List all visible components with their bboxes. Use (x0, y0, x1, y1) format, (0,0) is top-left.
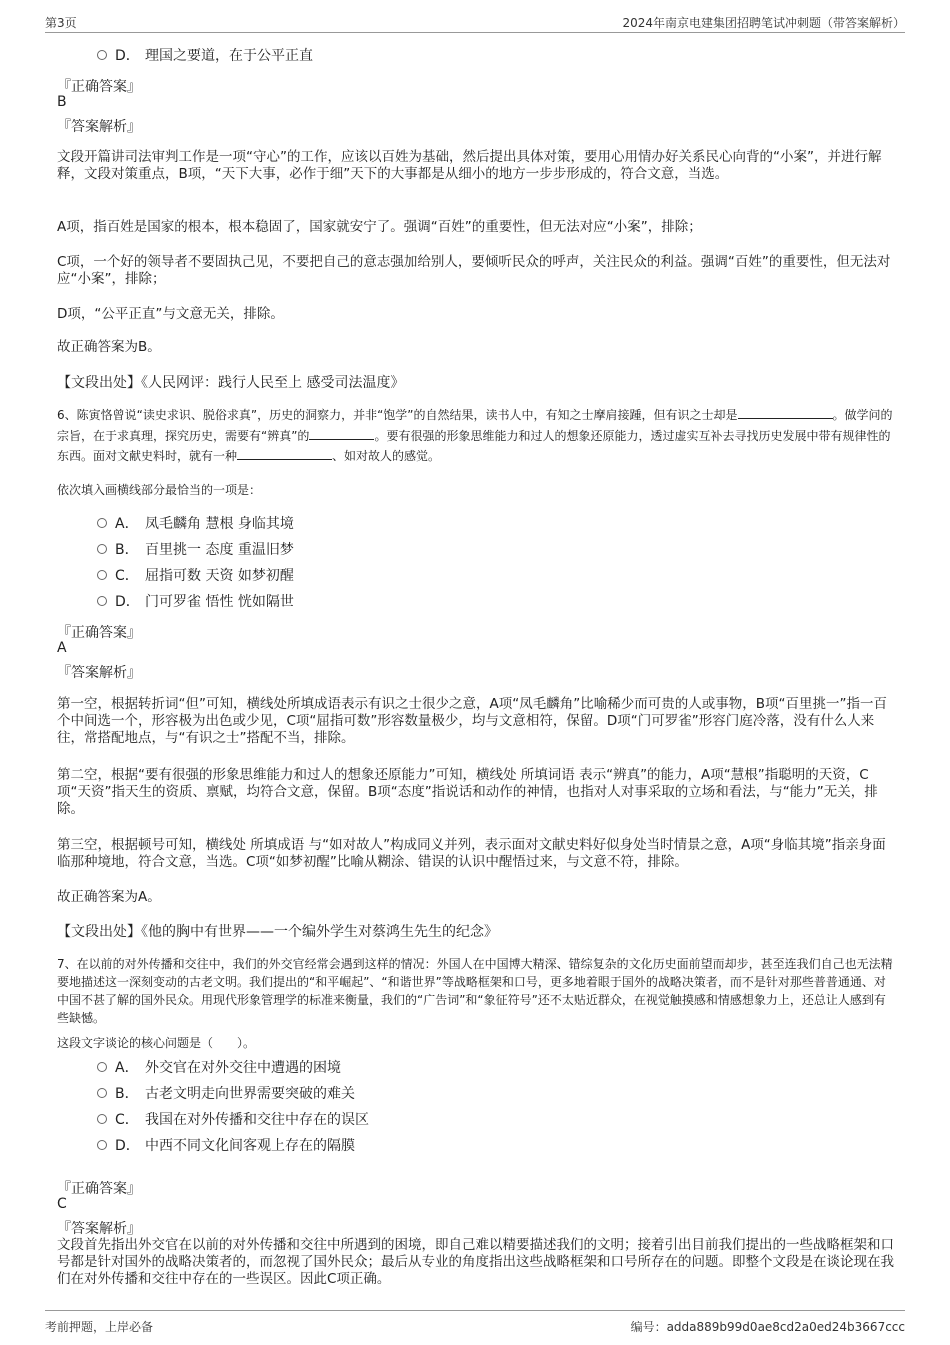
q7-option-b[interactable]: B． 古老文明走向世界需要突破的难关 (97, 1084, 355, 1104)
q6-analysis-label: 『答案解析』 (57, 665, 141, 681)
q7-prompt: 这段文字谈论的核心问题是（ ）。 (57, 1036, 256, 1050)
q7-option-a[interactable]: A． 外交官在对外交往中遭遇的困境 (97, 1058, 341, 1078)
q5-answer-label: 『正确答案』 (57, 79, 141, 95)
q5-analysis-para1: 文段开篇讲司法审判工作是一项“守心”的工作，应该以百姓为基础，然后提出具体对策，要用心用情办好关系民心向背的“小案”，并进行解释，文段对策重点，B项，“天下大事，必作于细”天下的大事都是从细小的地方一步步形成的，符合文意，当选。 (57, 149, 882, 182)
radio-icon[interactable] (97, 544, 107, 554)
radio-icon[interactable] (97, 570, 107, 580)
radio-icon[interactable] (97, 596, 107, 606)
q6-source: 【文段出处】《他的胸中有世界——一个编外学生对蔡鸿生先生的纪念》 (57, 924, 498, 940)
radio-icon[interactable] (97, 1114, 107, 1124)
q6-stem: 6、陈寅恪曾说“读史求识、脱俗求真”，历史的洞察力，并非“饱学”的自然结果，读书人中，有知之士摩肩接踵，但有识之士却是 。做学问的宗旨，在于求真理，探究历史，需要有“辨真”的 。要有很强的形象思维能力和过人的想象还原能力，透过虚实互补去寻找历史发展中带有规律性的东西。面对文献史料时，就有一种 、如对故人的感觉。 (57, 408, 893, 463)
radio-icon[interactable] (97, 518, 107, 528)
q7-answer-label: 『正确答案』 (57, 1181, 141, 1197)
page-header (45, 8, 905, 33)
blank-2 (309, 429, 374, 440)
q5-analysis-para2: A项，指百姓是国家的根本，根本稳固了，国家就安宁了。强调“百姓”的重要性，但无法对应“小案”，排除； (57, 219, 702, 235)
q6-analysis-para2: 第二空，根据“要有很强的形象思维能力和过人的想象还原能力”可知，横线处 所填词语 表示“辨真”的能力，A项“慧根”指聪明的天资，C项“天资”指天生的资质、禀赋，均符合文意，保留。B项“态度”指说话和动作的神情，也指对人对事采取的立场和看法，与“能力”无关，排除。 (57, 767, 878, 817)
q7-option-d[interactable]: D． 中西不同文化间客观上存在的隔膜 (97, 1136, 355, 1156)
q5-source: 【文段出处】《人民网评：践行人民至上 感受司法温度》 (57, 375, 405, 391)
q6-answer: A (57, 640, 67, 656)
blank-3 (237, 449, 332, 460)
q5-answer: B (57, 94, 67, 110)
q5-conclusion: 故正确答案为B。 (57, 339, 161, 355)
q6-prompt: 依次填入画横线部分最恰当的一项是： (57, 483, 262, 497)
q6-option-a[interactable]: A． 凤毛麟角 慧根 身临其境 (97, 514, 294, 534)
radio-icon[interactable] (97, 50, 107, 60)
q5-analysis-para4: D项，“公平正直”与文意无关，排除。 (57, 306, 284, 322)
document-title: 2024年南京电建集团招聘笔试冲刺题（带答案解析） (622, 16, 905, 30)
footer-slogan: 考前押题，上岸必备 (45, 1320, 154, 1334)
q5-option-d[interactable]: D． 理国之要道，在于公平正直 (97, 46, 313, 66)
blank-1 (738, 408, 833, 419)
q7-analysis: 文段首先指出外交官在以前的对外传播和交往中所遇到的困境，即自己难以精要描述我们的文明；接着引出目前我们提出的一些战略框架和口号都是针对国外的战略决策者的，而忽视了国外民众；最后从专业的角度指出这些战略框架和口号所存在的问题。即整个文段是在谈论现在我们在对外传播和交往中存在的一些误区。因此C项正确。 (57, 1237, 894, 1287)
q6-option-b[interactable]: B． 百里挑一 态度 重温旧梦 (97, 540, 294, 560)
page-footer (45, 1310, 905, 1341)
page-number: 第3页 (45, 16, 77, 30)
q5-analysis-para3: C项，一个好的领导者不要固执己见，不要把自己的意志强加给别人，要倾听民众的呼声，关注民众的利益。强调“百姓”的重要性，但无法对应“小案”，排除； (57, 254, 891, 287)
radio-icon[interactable] (97, 1088, 107, 1098)
radio-icon[interactable] (97, 1140, 107, 1150)
footer-serial-number: 编号：adda889b99d0ae8cd2a0ed24b3667ccc (630, 1320, 905, 1334)
q5-analysis-label: 『答案解析』 (57, 119, 141, 135)
q6-analysis-para3: 第三空，根据顿号可知，横线处 所填成语 与“如对故人”构成同义并列，表示面对文献史料好似身处当时情景之意，A项“身临其境”指亲身面临那种境地，符合文意，当选。C项“如梦初醒”比喻从糊涂、错误的认识中醒悟过来，与文意不符，排除。 (57, 837, 886, 870)
q6-analysis-para1: 第一空，根据转折词“但”可知，横线处所填成语表示有识之士很少之意，A项“凤毛麟角”比喻稀少而可贵的人或事物，B项“百里挑一”指一百个中间选一个，形容极为出色或少见，C项“屈指可数”形容数量极少，均与文意相符，保留。D项“门可罗雀”形容门庭冷落，没有什么人来往，常搭配地点，与“有识之士”搭配不当，排除。 (57, 696, 887, 746)
q7-stem: 7、在以前的对外传播和交往中，我们的外交官经常会遇到这样的情况：外国人在中国博大精深、错综复杂的文化历史面前望而却步，甚至连我们自己也无法精要地描述这一深刻变动的古老文明。我们提出的“和平崛起”、“和谐世界”等战略框架和口号，更多地着眼于国外的战略决策者，而不是针对那些普普通通、对中国不甚了解的国外民众。用现代形象管理学的标准来衡量，我们的“广告词”和“象征符号”还不太贴近群众，在视觉触摸感和情感想象力上，还总让人感到有些缺憾。 (57, 957, 893, 1025)
q6-conclusion: 故正确答案为A。 (57, 889, 161, 905)
radio-icon[interactable] (97, 1062, 107, 1072)
q7-option-c[interactable]: C． 我国在对外传播和交往中存在的误区 (97, 1110, 369, 1130)
q6-option-d[interactable]: D． 门可罗雀 悟性 恍如隔世 (97, 592, 294, 612)
q7-analysis-label: 『答案解析』 (57, 1221, 141, 1237)
q7-answer: C (57, 1196, 67, 1212)
q6-option-c[interactable]: C． 屈指可数 天资 如梦初醒 (97, 566, 294, 586)
q6-answer-label: 『正确答案』 (57, 625, 141, 641)
